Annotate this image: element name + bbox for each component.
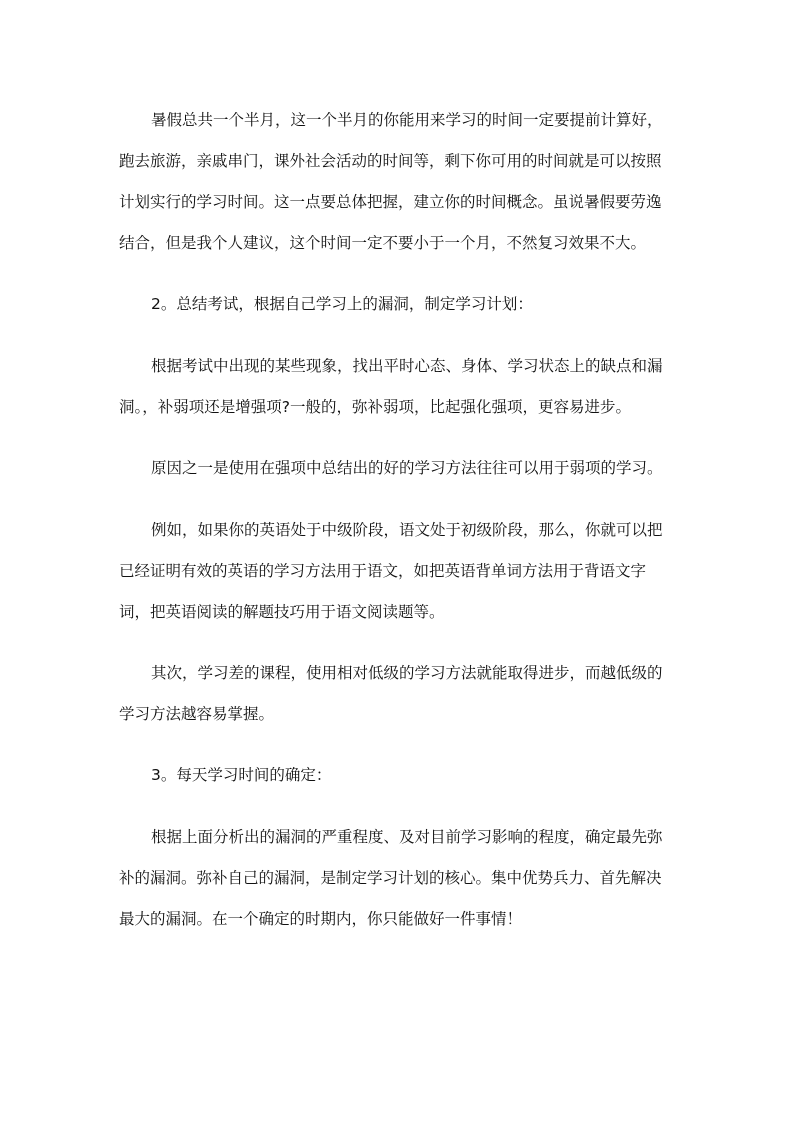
text-line: 最大的漏洞。在一个确定的时期内，你只能做好一件事情！ — [119, 910, 523, 928]
text-line: 例如，如果你的英语处于中级阶段，语文处于初级阶段，那么，你就可以把 — [151, 521, 663, 539]
text-line: 计划实行的学习时间。这一点要总体把握，建立你的时间概念。虽说暑假要劳逸 — [119, 193, 662, 211]
text-line: 词，把英语阅读的解题技巧用于语文阅读题等。 — [119, 603, 445, 621]
text-line: 跑去旅游，亲戚串门，课外社会活动的时间等，剩下你可用的时间就是可以按照 — [119, 152, 662, 170]
heading-text: 3。每天学习时间的确定： — [151, 766, 332, 784]
paragraph-secondly — [119, 653, 679, 735]
text-line: 其次，学习差的课程，使用相对低级的学习方法就能取得进步，而越低级的 — [151, 664, 663, 682]
paragraph-time-estimate — [119, 100, 679, 264]
text-line: 根据考试中出现的某些现象，找出平时心态、身体、学习状态上的缺点和漏 — [151, 357, 663, 375]
text-line: 学习方法越容易掌握。 — [119, 705, 275, 723]
text-line: 洞。，补弱项还是增强项?一般的，弥补弱项，比起强化强项，更容易进步。 — [119, 398, 631, 416]
heading-text: 2。总结考试，根据自己学习上的漏洞，制定学习计划： — [151, 295, 533, 313]
paragraph-exam-analysis — [119, 346, 679, 428]
section-heading-3 — [119, 755, 679, 796]
paragraph-core-plan — [119, 817, 679, 940]
text-line: 暑假总共一个半月，这一个半月的你能用来学习的时间一定要提前计算好， — [151, 111, 663, 129]
text-line: 根据上面分析出的漏洞的严重程度、及对目前学习影响的程度，确定最先弥 — [151, 828, 663, 846]
paragraph-reason-one — [119, 448, 679, 489]
paragraph-example — [119, 510, 679, 633]
text-line: 原因之一是使用在强项中总结出的好的学习方法往往可以用于弱项的学习。 — [151, 459, 663, 477]
text-line: 已经证明有效的英语的学习方法用于语文，如把英语背单词方法用于背语文字 — [119, 562, 647, 580]
text-line: 补的漏洞。弥补自己的漏洞，是制定学习计划的核心。集中优势兵力、首先解决 — [119, 869, 662, 887]
section-heading-2 — [119, 284, 679, 325]
text-line: 结合，但是我个人建议，这个时间一定不要小于一个月，不然复习效果不大。 — [119, 234, 647, 252]
